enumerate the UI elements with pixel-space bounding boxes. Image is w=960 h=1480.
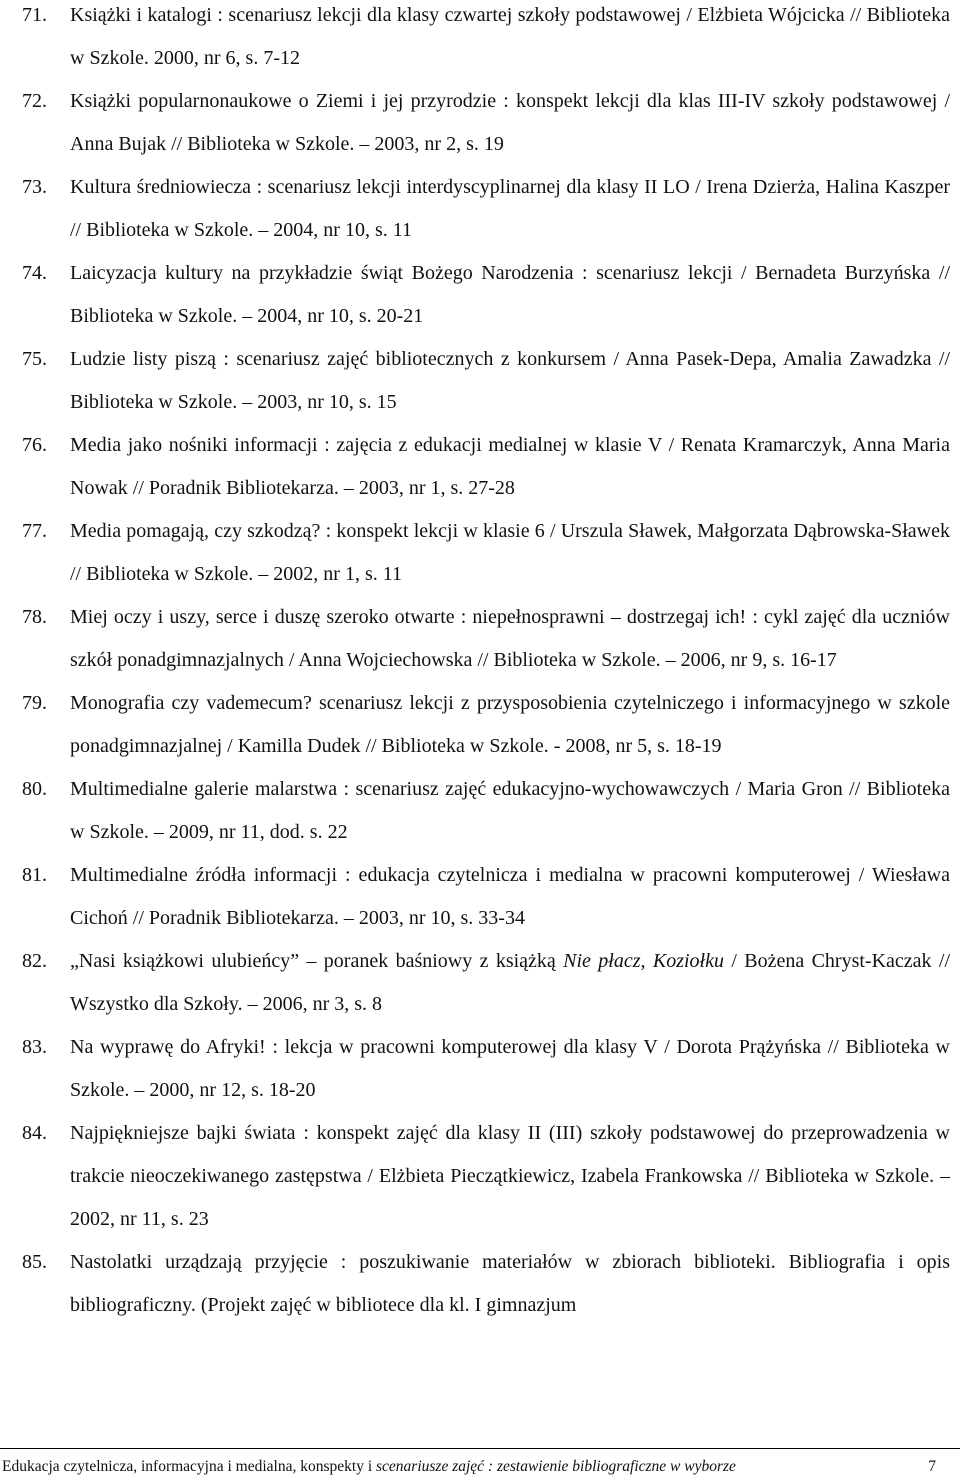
entry-number: 71.: [22, 4, 47, 26]
entry-text: Media jako nośniki informacji : zajęcia z edukacji medialnej w klasie V / Renata Kramarczyk, Anna Maria Nowak // Poradnik Bibliotekarza. – 2003, nr 1, s. 27-28: [70, 434, 950, 499]
entry-text: Monografia czy vademecum? scenariusz lekcji z przysposobienia czytelniczego i informacyjnego w szkole ponadgimnazjalnej / Kamilla Dudek // Biblioteka w Szkole. - 2008, nr 5, s. 18-19: [70, 692, 950, 757]
entry-number: 79.: [22, 692, 47, 714]
bibliography-entry: [22, 252, 950, 338]
entry-number: 75.: [22, 348, 47, 370]
entry-number: 72.: [22, 90, 47, 112]
entry-text: Książki popularnonaukowe o Ziemi i jej przyrodzie : konspekt lekcji dla klas III-IV szkoły podstawowej / Anna Bujak // Biblioteka w Szkole. – 2003, nr 2, s. 19: [70, 90, 950, 155]
entry-text-before: „Nasi książkowi ulubieńcy” – poranek baśniowy z książką: [70, 950, 564, 972]
bibliography-entry: [22, 854, 950, 940]
entry-number: 73.: [22, 176, 47, 198]
bibliography-entry: [22, 510, 950, 596]
bibliography-entry: [22, 596, 950, 682]
footer-title: [2, 1458, 736, 1476]
bibliography-entry: [22, 338, 950, 424]
bibliography-entry: [22, 940, 950, 1026]
bibliography-entry: [22, 1026, 950, 1112]
bibliography-entry: [22, 424, 950, 510]
entry-text: Nastolatki urządzają przyjęcie : poszukiwanie materiałów w zbiorach biblioteki. Bibliografia i opis bibliograficzny. (Projekt zajęć w bibliotece dla kl. I gimnazjum: [70, 1251, 950, 1316]
entry-text: Ludzie listy piszą : scenariusz zajęć bibliotecznych z konkursem / Anna Pasek-Depa, Amalia Zawadzka // Biblioteka w Szkole. – 2003, nr 10, s. 15: [70, 348, 950, 413]
entry-number: 83.: [22, 1036, 47, 1058]
entry-number: 84.: [22, 1122, 47, 1144]
entry-text: Multimedialne źródła informacji : edukacja czytelnicza i medialna w pracowni komputerowej / Wiesława Cichoń // Poradnik Bibliotekarza. – 2003, nr 10, s. 33-34: [70, 864, 950, 929]
entry-text: [70, 940, 950, 1026]
entry-number: 76.: [22, 434, 47, 456]
entry-title-italic: Nie płacz, Koziołku: [563, 950, 724, 972]
entry-text: Książki i katalogi : scenariusz lekcji dla klasy czwartej szkoły podstawowej / Elżbieta Wójcicka // Biblioteka w Szkole. 2000, nr 6, s. 7-12: [70, 4, 950, 69]
entry-text: Multimedialne galerie malarstwa : scenariusz zajęć edukacyjno-wychowawczych / Maria Gron // Biblioteka w Szkole. – 2009, nr 11, dod. s. 22: [70, 778, 950, 843]
bibliography-entry: [22, 768, 950, 854]
bibliography-entry: [22, 80, 950, 166]
entry-text-after: / Bożena Chryst-Kaczak // Wszystko dla Szkoły. – 2006, nr 3, s. 8: [70, 950, 951, 1015]
bibliography-entry: [22, 1241, 950, 1327]
entry-number: 85.: [22, 1251, 47, 1273]
entry-text: Laicyzacja kultury na przykładzie świąt Bożego Narodzenia : scenariusz lekcji / Bernadeta Burzyńska // Biblioteka w Szkole. – 2004, nr 10, s. 20-21: [70, 262, 950, 327]
bibliography-entry: [22, 682, 950, 768]
entry-text: Kultura średniowiecza : scenariusz lekcji interdyscyplinarnej dla klasy II LO / Irena Dzierża, Halina Kaszper // Biblioteka w Szkole. – 2004, nr 10, s. 11: [70, 176, 950, 241]
entry-text: Na wyprawę do Afryki! : lekcja w pracowni komputerowej dla klasy V / Dorota Prążyńska // Biblioteka w Szkole. – 2000, nr 12, s. 18-20: [70, 1036, 950, 1101]
entry-number: 82.: [22, 950, 47, 972]
entry-number: 74.: [22, 262, 47, 284]
page-footer: [0, 1448, 960, 1475]
entry-text: Najpiękniejsze bajki świata : konspekt zajęć dla klasy II (III) szkoły podstawowej do przeprowadzenia w trakcie nieoczekiwanego zastępstwa / Elżbieta Pieczątkiewicz, Izabela Frankowska // Biblioteka w Szkole. – 2002, nr 11, s. 23: [70, 1122, 950, 1230]
page-number: 7: [928, 1458, 936, 1475]
bibliography-entry: [22, 1112, 950, 1241]
footer-title-italic: scenariusze zajęć : zestawienie bibliograficzne w wyborze: [376, 1458, 736, 1475]
bibliography-list: [22, 0, 950, 1327]
footer-title-plain: Edukacja czytelnicza, informacyjna i medialna, konspekty i: [2, 1458, 377, 1475]
bibliography-entry: [22, 0, 950, 80]
entry-number: 81.: [22, 864, 47, 886]
entry-number: 77.: [22, 520, 47, 542]
entry-number: 78.: [22, 606, 47, 628]
bibliography-entry: [22, 166, 950, 252]
entry-text: Media pomagają, czy szkodzą? : konspekt lekcji w klasie 6 / Urszula Sławek, Małgorzata Dąbrowska-Sławek // Biblioteka w Szkole. – 2002, nr 1, s. 11: [70, 520, 950, 585]
entry-text: Miej oczy i uszy, serce i duszę szeroko otwarte : niepełnosprawni – dostrzegaj ich! : cykl zajęć dla uczniów szkół ponadgimnazjalnych / Anna Wojciechowska // Biblioteka w Szkole. – 2006, nr 9, s. 16-17: [70, 606, 950, 671]
entry-number: 80.: [22, 778, 47, 800]
